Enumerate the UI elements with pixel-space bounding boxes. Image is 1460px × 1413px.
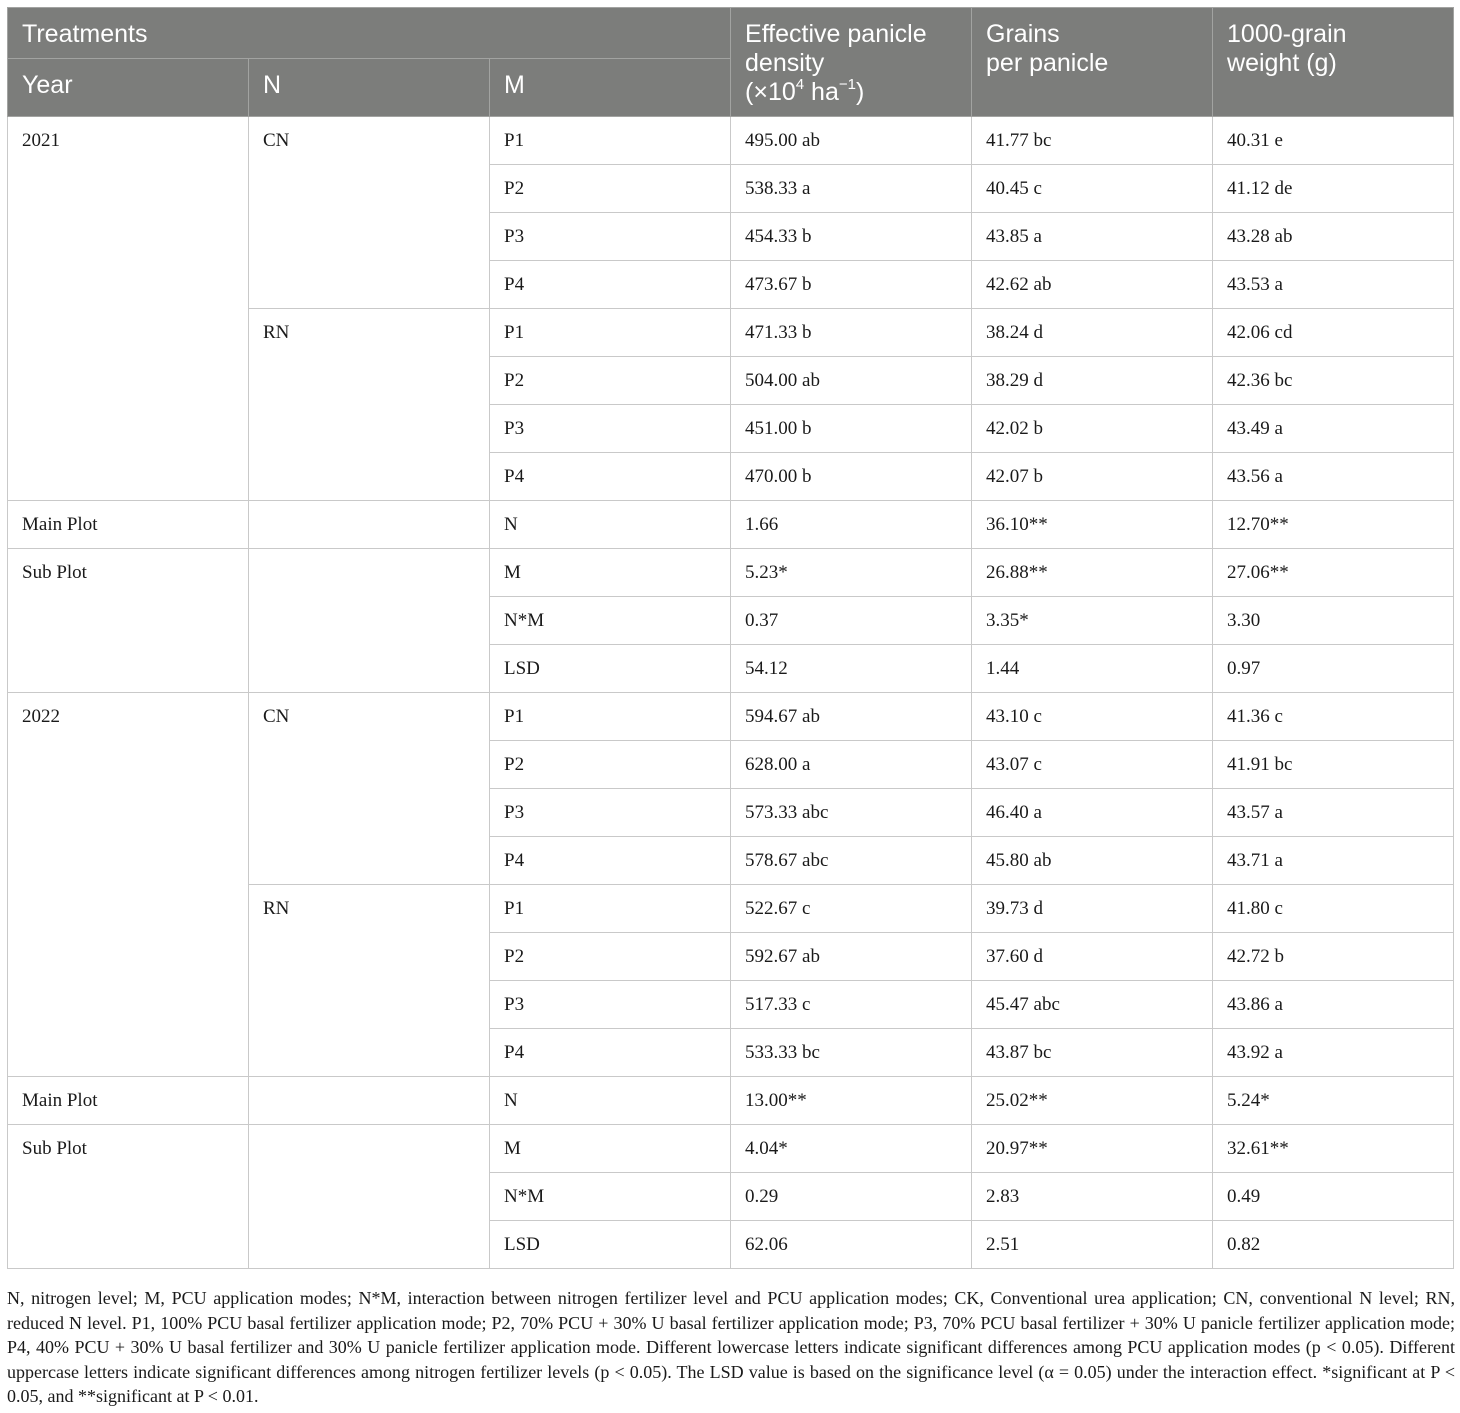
cell-m: P2 — [490, 357, 731, 405]
cell-density: 13.00** — [731, 1077, 972, 1125]
cell-density: 594.67 ab — [731, 693, 972, 741]
cell-density: 471.33 b — [731, 309, 972, 357]
cell-m: P4 — [490, 261, 731, 309]
cell-density: 592.67 ab — [731, 933, 972, 981]
cell-year: Main Plot — [8, 501, 249, 549]
header-grain-weight: 1000-grain weight (g) — [1213, 8, 1454, 117]
cell-grains: 2.83 — [972, 1173, 1213, 1221]
header-n: N — [249, 59, 490, 117]
cell-m: M — [490, 1125, 731, 1173]
cell-grains: 41.77 bc — [972, 117, 1213, 165]
cell-weight: 41.91 bc — [1213, 741, 1454, 789]
cell-grains: 45.80 ab — [972, 837, 1213, 885]
cell-density: 504.00 ab — [731, 357, 972, 405]
header-panicle-density — [731, 8, 972, 117]
cell-grains: 3.35* — [972, 597, 1213, 645]
cell-n: RN — [249, 309, 490, 501]
cell-density: 473.67 b — [731, 261, 972, 309]
cell-weight: 43.57 a — [1213, 789, 1454, 837]
cell-n — [249, 1077, 490, 1125]
cell-density: 5.23* — [731, 549, 972, 597]
results-table — [7, 7, 1454, 1269]
cell-weight: 42.36 bc — [1213, 357, 1454, 405]
table-row — [8, 1077, 1454, 1125]
cell-year: 2021 — [8, 117, 249, 501]
table-row — [8, 1125, 1454, 1173]
cell-grains: 42.02 b — [972, 405, 1213, 453]
cell-density: 533.33 bc — [731, 1029, 972, 1077]
header-density-line1: Effective panicle — [745, 20, 927, 48]
cell-density: 4.04* — [731, 1125, 972, 1173]
cell-grains: 37.60 d — [972, 933, 1213, 981]
cell-m: P4 — [490, 453, 731, 501]
table-container — [7, 7, 1453, 1269]
cell-year: 2022 — [8, 693, 249, 1077]
cell-m: LSD — [490, 645, 731, 693]
table-row — [8, 693, 1454, 741]
cell-weight: 40.31 e — [1213, 117, 1454, 165]
cell-m: P1 — [490, 117, 731, 165]
cell-weight: 41.80 c — [1213, 885, 1454, 933]
cell-grains: 20.97** — [972, 1125, 1213, 1173]
cell-m: N — [490, 1077, 731, 1125]
cell-density: 0.37 — [731, 597, 972, 645]
cell-weight: 42.06 cd — [1213, 309, 1454, 357]
cell-m: P1 — [490, 693, 731, 741]
cell-weight: 43.92 a — [1213, 1029, 1454, 1077]
cell-density: 1.66 — [731, 501, 972, 549]
cell-m: P2 — [490, 741, 731, 789]
cell-grains: 42.07 b — [972, 453, 1213, 501]
cell-grains: 43.85 a — [972, 213, 1213, 261]
cell-density: 0.29 — [731, 1173, 972, 1221]
cell-density: 54.12 — [731, 645, 972, 693]
cell-weight: 43.71 a — [1213, 837, 1454, 885]
cell-weight: 32.61** — [1213, 1125, 1454, 1173]
cell-grains: 38.29 d — [972, 357, 1213, 405]
cell-grains: 38.24 d — [972, 309, 1213, 357]
cell-weight: 43.86 a — [1213, 981, 1454, 1029]
cell-m: P3 — [490, 213, 731, 261]
cell-grains: 26.88** — [972, 549, 1213, 597]
cell-n — [249, 501, 490, 549]
cell-density: 470.00 b — [731, 453, 972, 501]
cell-m: P2 — [490, 165, 731, 213]
cell-m: P3 — [490, 405, 731, 453]
cell-m: P1 — [490, 309, 731, 357]
cell-m: P1 — [490, 885, 731, 933]
cell-weight: 43.28 ab — [1213, 213, 1454, 261]
header-density-unit: ($\times 10^4$ $ha^{-1}$) — [745, 75, 865, 106]
cell-weight: 41.36 c — [1213, 693, 1454, 741]
cell-grains: 25.02** — [972, 1077, 1213, 1125]
cell-year: Main Plot — [8, 1077, 249, 1125]
cell-grains: 43.87 bc — [972, 1029, 1213, 1077]
cell-grains: 36.10** — [972, 501, 1213, 549]
cell-n — [249, 1125, 490, 1269]
cell-density: 62.06 — [731, 1221, 972, 1269]
header-year: Year — [8, 59, 249, 117]
cell-grains: 2.51 — [972, 1221, 1213, 1269]
cell-density: 573.33 abc — [731, 789, 972, 837]
cell-grains: 43.10 c — [972, 693, 1213, 741]
cell-m: N — [490, 501, 731, 549]
cell-grains: 43.07 c — [972, 741, 1213, 789]
cell-density: 451.00 b — [731, 405, 972, 453]
cell-year: Sub Plot — [8, 549, 249, 693]
cell-n: CN — [249, 117, 490, 309]
cell-density: 495.00 ab — [731, 117, 972, 165]
cell-weight: 43.56 a — [1213, 453, 1454, 501]
cell-m: P4 — [490, 1029, 731, 1077]
cell-weight: 41.12 de — [1213, 165, 1454, 213]
table-header — [8, 8, 1454, 117]
cell-m: P3 — [490, 789, 731, 837]
cell-weight: 3.30 — [1213, 597, 1454, 645]
cell-n — [249, 549, 490, 693]
cell-grains: 1.44 — [972, 645, 1213, 693]
cell-grains: 45.47 abc — [972, 981, 1213, 1029]
cell-weight: 12.70** — [1213, 501, 1454, 549]
cell-grains: 46.40 a — [972, 789, 1213, 837]
cell-density: 628.00 a — [731, 741, 972, 789]
cell-density: 454.33 b — [731, 213, 972, 261]
cell-m: P3 — [490, 981, 731, 1029]
cell-weight: 0.82 — [1213, 1221, 1454, 1269]
header-m: M — [490, 59, 731, 117]
cell-grains: 40.45 c — [972, 165, 1213, 213]
cell-density: 578.67 abc — [731, 837, 972, 885]
cell-m: P4 — [490, 837, 731, 885]
cell-weight: 0.49 — [1213, 1173, 1454, 1221]
cell-density: 522.67 c — [731, 885, 972, 933]
cell-n: CN — [249, 693, 490, 885]
cell-density: 538.33 a — [731, 165, 972, 213]
cell-m: M — [490, 549, 731, 597]
cell-weight: 43.49 a — [1213, 405, 1454, 453]
cell-weight: 43.53 a — [1213, 261, 1454, 309]
table-row — [8, 549, 1454, 597]
table-body — [8, 117, 1454, 1269]
cell-m: P2 — [490, 933, 731, 981]
table-footnote: N, nitrogen level; M, PCU application modes; N*M, interaction between nitrogen fertilizer level and PCU application modes; CK, Conventional urea application; CN, conventional N level; RN, reduced N level. P1, 100% PCU basal fertilizer application mode; P2, 70% PCU + 30% U basal fertilizer application mode; P3, 70% PCU basal fertilizer + 30% U panicle fertilizer application mode; P4, 40% PCU + 30% U basal fertilizer and 30% U panicle fertilizer application mode. Different lowercase letters indicate significant differences among PCU application modes (p < 0.05). Different uppercase letters indicate significant differences among nitrogen fertilizer levels (p < 0.05). The LSD value is based on the significance level (α = 0.05) under the interaction effect. *significant at P < 0.05, and **significant at P < 0.01. — [7, 1288, 1455, 1406]
header-grains-per-panicle: Grains per panicle — [972, 8, 1213, 117]
cell-density: 517.33 c — [731, 981, 972, 1029]
cell-n: RN — [249, 885, 490, 1077]
table-row — [8, 117, 1454, 165]
header-treatments: Treatments — [8, 8, 731, 59]
header-density-line2: density — [745, 49, 825, 77]
cell-m: N*M — [490, 1173, 731, 1221]
table-row — [8, 501, 1454, 549]
cell-grains: 39.73 d — [972, 885, 1213, 933]
cell-weight: 0.97 — [1213, 645, 1454, 693]
cell-m: N*M — [490, 597, 731, 645]
cell-weight: 27.06** — [1213, 549, 1454, 597]
cell-grains: 42.62 ab — [972, 261, 1213, 309]
cell-weight: 5.24* — [1213, 1077, 1454, 1125]
cell-m: LSD — [490, 1221, 731, 1269]
cell-weight: 42.72 b — [1213, 933, 1454, 981]
cell-year: Sub Plot — [8, 1125, 249, 1269]
